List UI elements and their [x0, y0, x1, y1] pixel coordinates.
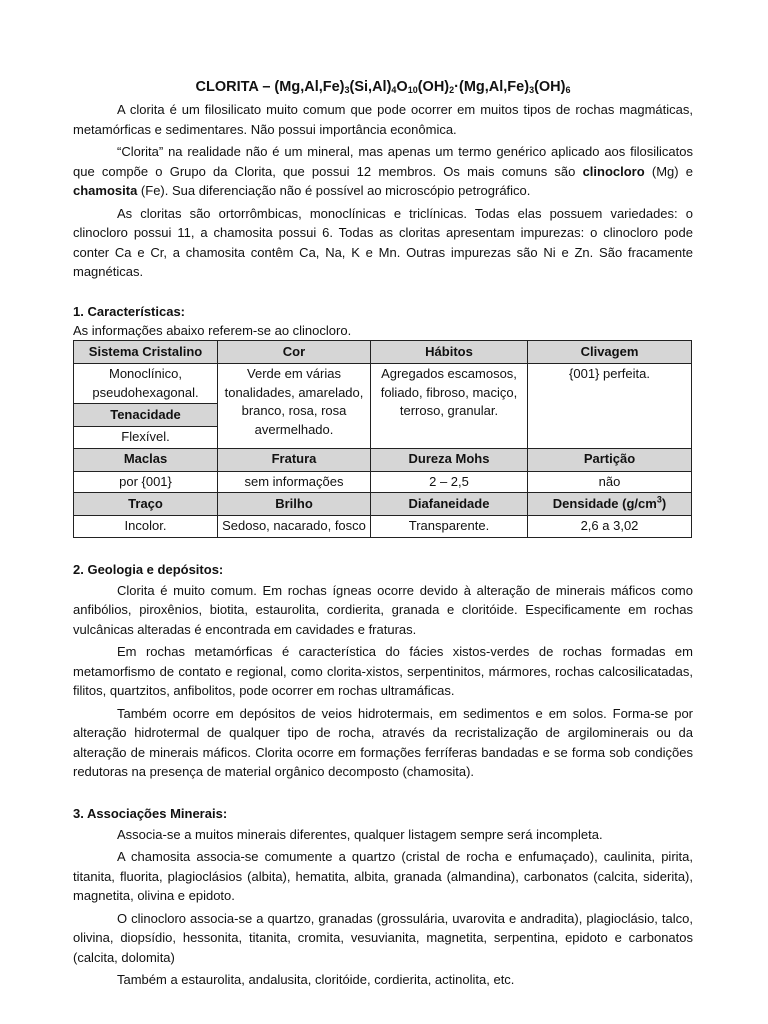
- geologia-paragraph-1: Clorita é muito comum. Em rochas ígneas ocorre devido à alteração de minerais máficos como anfibólios, piroxênios, biotita, estaurolita, cordierita, granada e cloritóide. Especificamente em rochas vulcânicas alteradas é encontrada em cavidades e fraturas.: [73, 582, 693, 637]
- properties-table: [73, 340, 692, 538]
- header-diafaneidade: Diafaneidade: [371, 493, 528, 516]
- header-maclas: Maclas: [74, 448, 218, 471]
- header-brilho: Brilho: [218, 493, 371, 516]
- cell-maclas: por {001}: [74, 471, 218, 493]
- header-particao: Partição: [528, 448, 692, 471]
- cell-brilho: Sedoso, nacarado, fosco: [218, 516, 371, 538]
- cell-habitos: Agregados escamosos, foliado, fibroso, maciço, terroso, granular.: [371, 364, 528, 449]
- header-dureza-mohs: Dureza Mohs: [371, 448, 528, 471]
- header-traco: Traço: [74, 493, 218, 516]
- page-title: CLORITA – $(Mg,Al,Fe)_3(Si,Al)_4O_{10}(OH)_2\cdot(Mg,Al,Fe)_3(OH)_6$: [195, 79, 571, 95]
- cell-diafaneidade: Transparente.: [371, 516, 528, 538]
- cell-fratura: sem informações: [218, 471, 371, 493]
- associacoes-paragraph-2: A chamosita associa-se comumente a quartzo (cristal de rocha e enfumaçado), caulinita, pirita, titanita, fluorita, plagioclásios (albita), hematita, albita, granada (almandina), carbonatos (calcita, siderita), magnetita, olivina e epidoto.: [73, 849, 693, 903]
- header-clivagem: Clivagem: [528, 341, 692, 364]
- header-cor: Cor: [218, 341, 371, 364]
- header-tenacidade: Tenacidade: [74, 404, 218, 427]
- header-densidade: Densidade $(g/cm^3)$: [528, 493, 692, 516]
- geologia-paragraph-3: Também ocorre em depósitos de veios hidrotermais, em sedimentos e em solos. Forma-se por alteração hidrotermal de qualquer tipo de rocha, através da recristalização de argilominerais ou da alteração de minerais máficos. Clorita ocorre em formações ferríferas bandadas e se forma sob condições redutoras na presença de material orgânico decomposto (chamosita).: [73, 705, 693, 779]
- section-heading-caracteristicas: 1. Características:: [73, 303, 186, 319]
- document-page: [73, 76, 693, 990]
- header-sistema-cristalino: Sistema Cristalino: [74, 341, 218, 364]
- cell-traco: Incolor.: [74, 516, 218, 538]
- associacoes-paragraph-4: Também a estaurolita, andalusita, cloritóide, cordierita, actinolita, etc.: [117, 972, 515, 987]
- cell-cor: Verde em várias tonalidades, amarelado, branco, rosa, rosa avermelhado.: [218, 364, 371, 449]
- intro-paragraph-2: “Clorita” na realidade não é um mineral, mas apenas um termo genérico aplicado aos filosilicatos que compõe o Grupo da Clorita, que possui 12 membros. Os mais comuns são clinocloro (Mg) e chamosita (Fe). Sua diferenciação não é possível ao microscópio petrográfico.: [73, 144, 694, 198]
- associacoes-paragraph-3: O clinocloro associa-se a quartzo, granadas (grossulária, uvarovita e andradita), plagioclásio, talco, olivina, diopsídio, hessonita, titanita, cromita, vesuvianita, magnetita, serpentina, epidoto e carbonatos (calcita, dolomita): [73, 910, 693, 965]
- header-habitos: Hábitos: [371, 341, 528, 364]
- section-heading-associacoes: 3. Associações Minerais:: [73, 805, 228, 821]
- intro-paragraph-3: As cloritas são ortorrômbicas, monoclínicas e triclínicas. Todas elas possuem variedades: o clinocloro possui 11, a chamosita possui 6. Todas as cloritas apresentam impurezas: o clinocloro pode conter Ca e Cr, a chamosita contêm Ca, Na, K e Mn. Outras impurezas são Ni e Zn. São fracamente magnéticas.: [73, 205, 693, 279]
- cell-dureza-mohs: 2 – 2,5: [371, 471, 528, 493]
- geologia-paragraph-2: Em rochas metamórficas é característica do fácies xistos-verdes de rochas formadas em metamorfismo de contato e regional, como clorita-xistos, serpentinitos, mármores, rochas calcosilicatadas, filitos, quartzitos, anfibolitos, pode ocorrer em rochas ultramáficas.: [73, 644, 693, 698]
- cell-clivagem: {001} perfeita.: [528, 364, 692, 449]
- section-heading-geologia: 2. Geologia e depósitos:: [73, 561, 224, 577]
- cell-particao: não: [528, 471, 692, 493]
- cell-densidade: 2,6 a 3,02: [528, 516, 692, 538]
- intro-paragraph-1: A clorita é um filosilicato muito comum que pode ocorrer em muitos tipos de rochas magmáticas, metamórficas e sedimentares. Não possui importância econômica.: [73, 102, 693, 137]
- header-fratura: Fratura: [218, 448, 371, 471]
- section-note: As informações abaixo referem-se ao clinocloro.: [73, 322, 352, 338]
- cell-tenacidade: Flexível.: [74, 427, 218, 449]
- cell-sistema-cristalino: Monoclínico, pseudohexagonal.: [74, 364, 218, 404]
- associacoes-paragraph-1: Associa-se a muitos minerais diferentes, qualquer listagem sempre será incompleta.: [117, 826, 603, 842]
